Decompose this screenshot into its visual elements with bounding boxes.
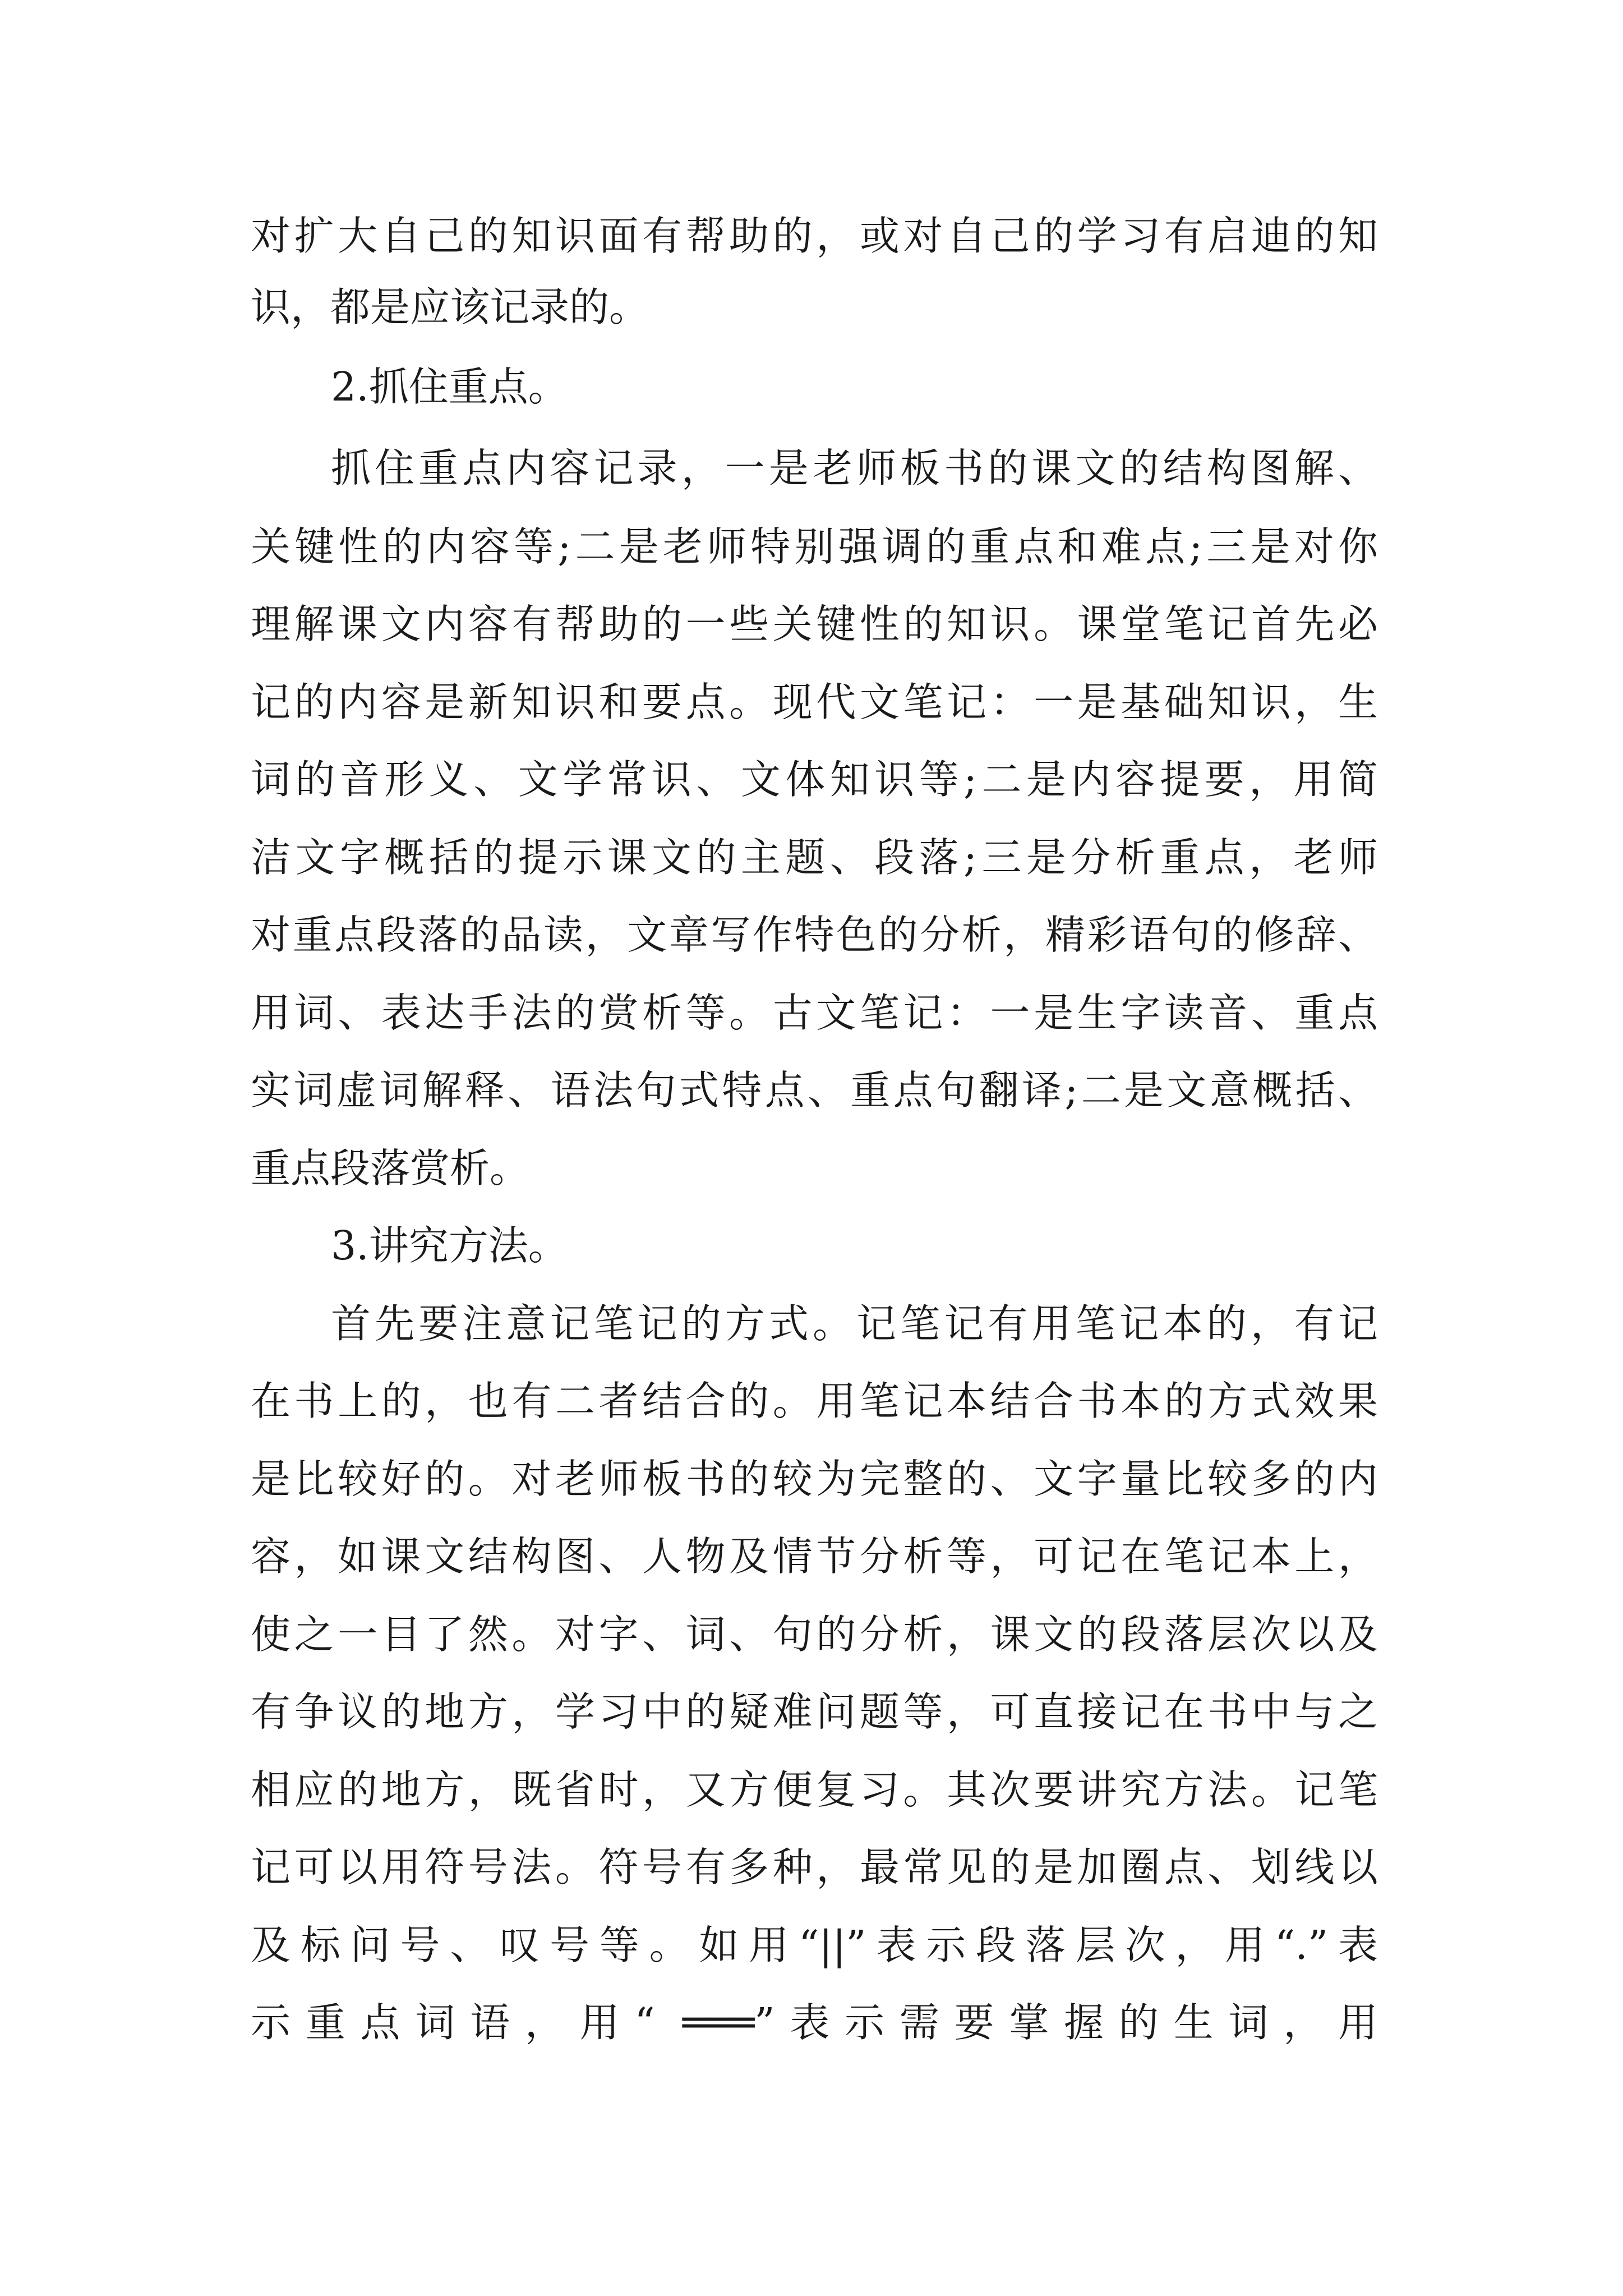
text-line: 对扩大自己的知识面有帮助的，或对自己的学习有启迪的知 (251, 213, 1378, 259)
text-line: 关键性的内容等;二是老师特别强调的重点和难点;三是对你 (251, 523, 1378, 570)
text-line: 识，都是应该记录的。 (251, 284, 649, 330)
text-line: 理解课文内容有帮助的一些关键性的知识。课堂笔记首先必 (251, 601, 1378, 647)
text-line: 在书上的，也有二者结合的。用笔记本结合书本的方式效果 (251, 1378, 1378, 1424)
paragraph-first-line: 抓住重点内容记录，一是老师板书的课文的结构图解、 (331, 445, 1378, 491)
text-line: 记的内容是新知识和要点。现代文笔记：一是基础知识，生 (251, 679, 1378, 725)
text-line: 实词虚词解释、语法句式特点、重点句翻译;二是文意概括、 (251, 1067, 1378, 1114)
section-heading: 2.抓住重点。 (331, 364, 568, 410)
text-line: 用词、表达手法的赏析等。古文笔记：一是生字读音、重点 (251, 990, 1378, 1036)
text-line: 洁文字概括的提示课文的主题、段落;三是分析重点，老师 (251, 834, 1378, 881)
text-line: 相应的地方，既省时，又方便复习。其次要讲究方法。记笔 (251, 1766, 1378, 1813)
text-line: 重点段落赏析。 (251, 1145, 530, 1191)
paragraph-first-line: 首先要注意记笔记的方式。记笔记有用笔记本的，有记 (331, 1300, 1378, 1347)
text-line: 是比较好的。对老师板书的较为完整的、文字量比较多的内 (251, 1456, 1378, 1502)
text-line: 示重点词语，用“ ═══”表示需要掌握的生词，用 (251, 1999, 1378, 2046)
text-line: 记可以用符号法。符号有多种，最常见的是加圈点、划线以 (251, 1844, 1378, 1890)
text-line: 使之一目了然。对字、词、句的分析，课文的段落层次以及 (251, 1611, 1378, 1658)
text-line: 词的音形义、文学常识、文体知识等;二是内容提要，用简 (251, 756, 1378, 803)
text-line: 有争议的地方，学习中的疑难问题等，可直接记在书中与之 (251, 1688, 1378, 1735)
text-line: 容，如课文结构图、人物及情节分析等，可记在笔记本上， (251, 1533, 1378, 1580)
section-heading: 3.讲究方法。 (331, 1222, 568, 1269)
text-line: 对重点段落的品读，文章写作特色的分析，精彩语句的修辞、 (251, 912, 1378, 958)
text-line: 及标问号、叹号等。如用“||”表示段落层次，用“.”表 (251, 1922, 1378, 1968)
